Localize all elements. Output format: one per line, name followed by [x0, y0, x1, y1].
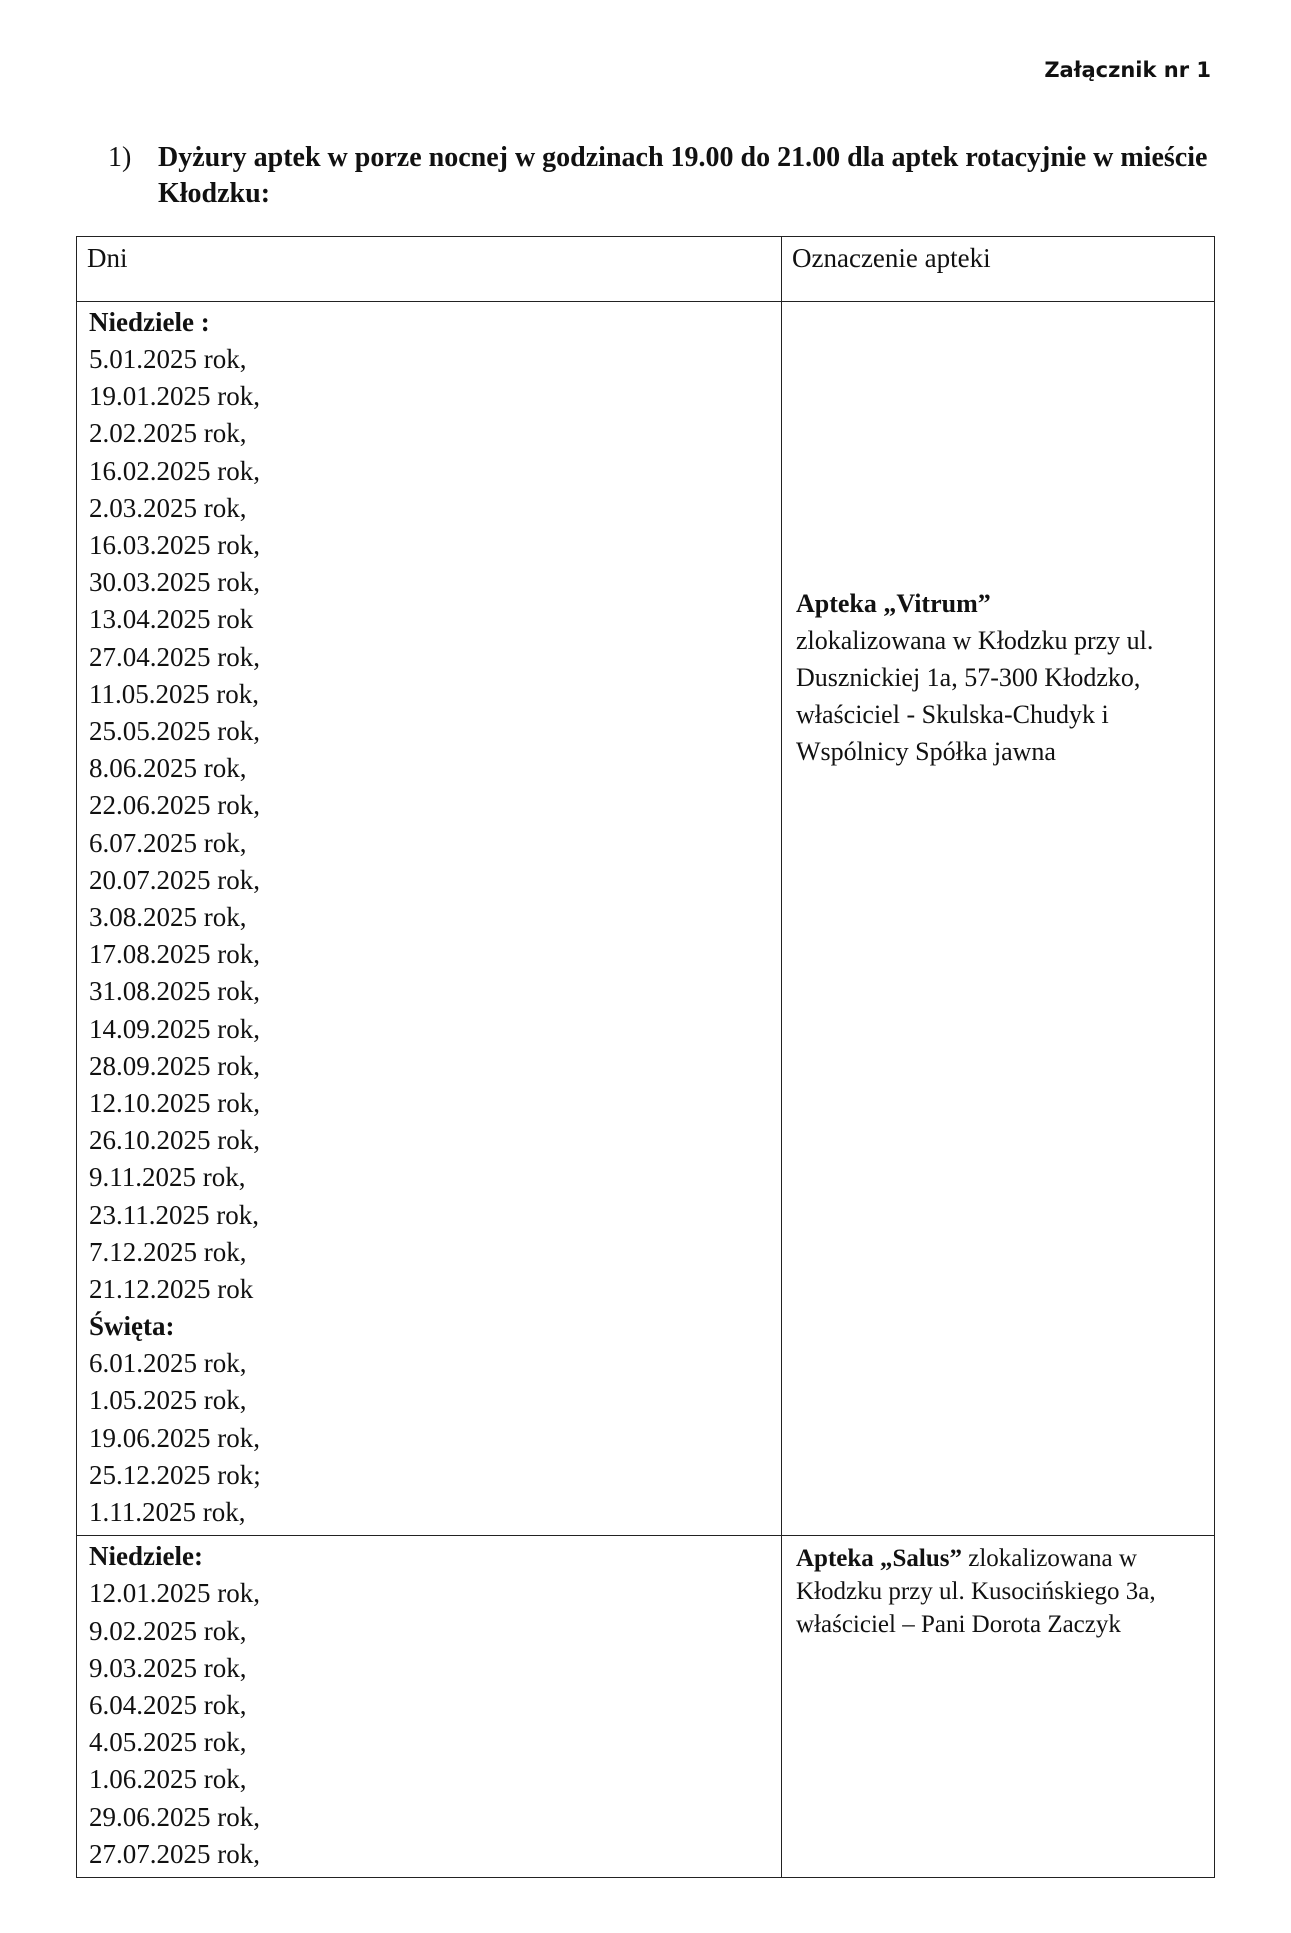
date-item: 17.08.2025 rok, — [89, 939, 260, 970]
heading-number: 1) — [108, 142, 132, 173]
date-item: 1.11.2025 rok, — [89, 1497, 246, 1528]
sundays-label: Niedziele: — [89, 1541, 203, 1572]
date-item: 31.08.2025 rok, — [89, 976, 260, 1007]
date-item: 3.08.2025 rok, — [89, 902, 247, 933]
date-item: 16.02.2025 rok, — [89, 455, 260, 486]
date-item: 6.07.2025 rok, — [89, 827, 247, 858]
pharmacy-cell — [782, 1536, 1215, 1878]
date-item: 6.01.2025 rok, — [89, 1348, 247, 1379]
date-item: 6.04.2025 rok, — [89, 1689, 247, 1720]
sundays-list — [89, 341, 773, 1308]
date-item: 7.12.2025 rok, — [89, 1236, 247, 1267]
date-item: 14.09.2025 rok, — [89, 1013, 260, 1044]
holidays-list — [89, 1345, 773, 1531]
date-item: 2.03.2025 rok, — [89, 492, 247, 523]
date-item: 9.03.2025 rok, — [89, 1652, 247, 1683]
date-item: 1.06.2025 rok, — [89, 1764, 247, 1795]
dates-cell — [77, 302, 782, 1536]
date-item: 12.10.2025 rok, — [89, 1088, 260, 1119]
date-item: 13.04.2025 rok — [89, 604, 254, 635]
dates-cell — [77, 1536, 782, 1878]
date-item: 5.01.2025 rok, — [89, 344, 247, 374]
pharmacy-name: Apteka „Salus” — [796, 1545, 963, 1573]
date-item: 28.09.2025 rok, — [89, 1050, 260, 1081]
date-item: 19.01.2025 rok, — [89, 381, 260, 412]
table-header-row — [77, 237, 1215, 302]
date-item: 9.11.2025 rok, — [89, 1162, 246, 1193]
date-item: 26.10.2025 rok, — [89, 1125, 260, 1156]
section-heading — [108, 140, 1218, 212]
holidays-label: Święta: — [89, 1311, 175, 1342]
date-item: 25.05.2025 rok, — [89, 716, 260, 747]
date-item: 22.06.2025 rok, — [89, 790, 260, 821]
attachment-label: Załącznik nr 1 — [1044, 58, 1211, 82]
date-item: 25.12.2025 rok; — [89, 1459, 261, 1490]
pharmacy-description: zlokalizowana w Kłodzku przy ul. Kusocińskiego 3a, właściciel – Pani Dorota Zaczyk — [796, 1545, 1156, 1639]
sundays-label: Niedziele : — [89, 307, 210, 337]
pharmacy-description: zlokalizowana w Kłodzku przy ul. Dusznickiej 1a, 57-300 Kłodzko, właściciel - Skulska-Chudyk i Wspólnicy Spółka jawna — [796, 626, 1154, 766]
table-row — [77, 302, 1215, 1536]
pharmacy-cell — [782, 302, 1215, 1536]
date-item: 16.03.2025 rok, — [89, 530, 260, 561]
date-item: 30.03.2025 rok, — [89, 567, 260, 598]
pharmacy-name: Apteka „Vitrum” — [796, 589, 991, 618]
date-item: 4.05.2025 rok, — [89, 1727, 247, 1758]
header-pharmacy: Oznaczenie apteki — [782, 237, 1215, 302]
date-item: 12.01.2025 rok, — [89, 1578, 260, 1609]
date-item: 21.12.2025 rok — [89, 1274, 254, 1305]
date-item: 19.06.2025 rok, — [89, 1422, 260, 1453]
date-item: 2.02.2025 rok, — [89, 418, 247, 449]
date-item: 20.07.2025 rok, — [89, 864, 260, 895]
date-item: 1.05.2025 rok, — [89, 1385, 247, 1416]
date-item: 8.06.2025 rok, — [89, 753, 247, 784]
date-item: 27.07.2025 rok, — [89, 1838, 260, 1869]
duty-schedule-table — [76, 236, 1215, 1878]
header-days: Dni — [77, 237, 782, 302]
table-row — [77, 1536, 1215, 1878]
date-item: 29.06.2025 rok, — [89, 1801, 260, 1832]
date-item: 9.02.2025 rok, — [89, 1615, 247, 1646]
sundays-list — [89, 1575, 773, 1873]
date-item: 27.04.2025 rok, — [89, 641, 260, 672]
date-item: 11.05.2025 rok, — [89, 678, 259, 709]
heading-text: Dyżury aptek w porze nocnej w godzinach 19.00 do 21.00 dla aptek rotacyjnie w mieście Kłodzku: — [158, 142, 1208, 209]
date-item: 23.11.2025 rok, — [89, 1199, 259, 1230]
